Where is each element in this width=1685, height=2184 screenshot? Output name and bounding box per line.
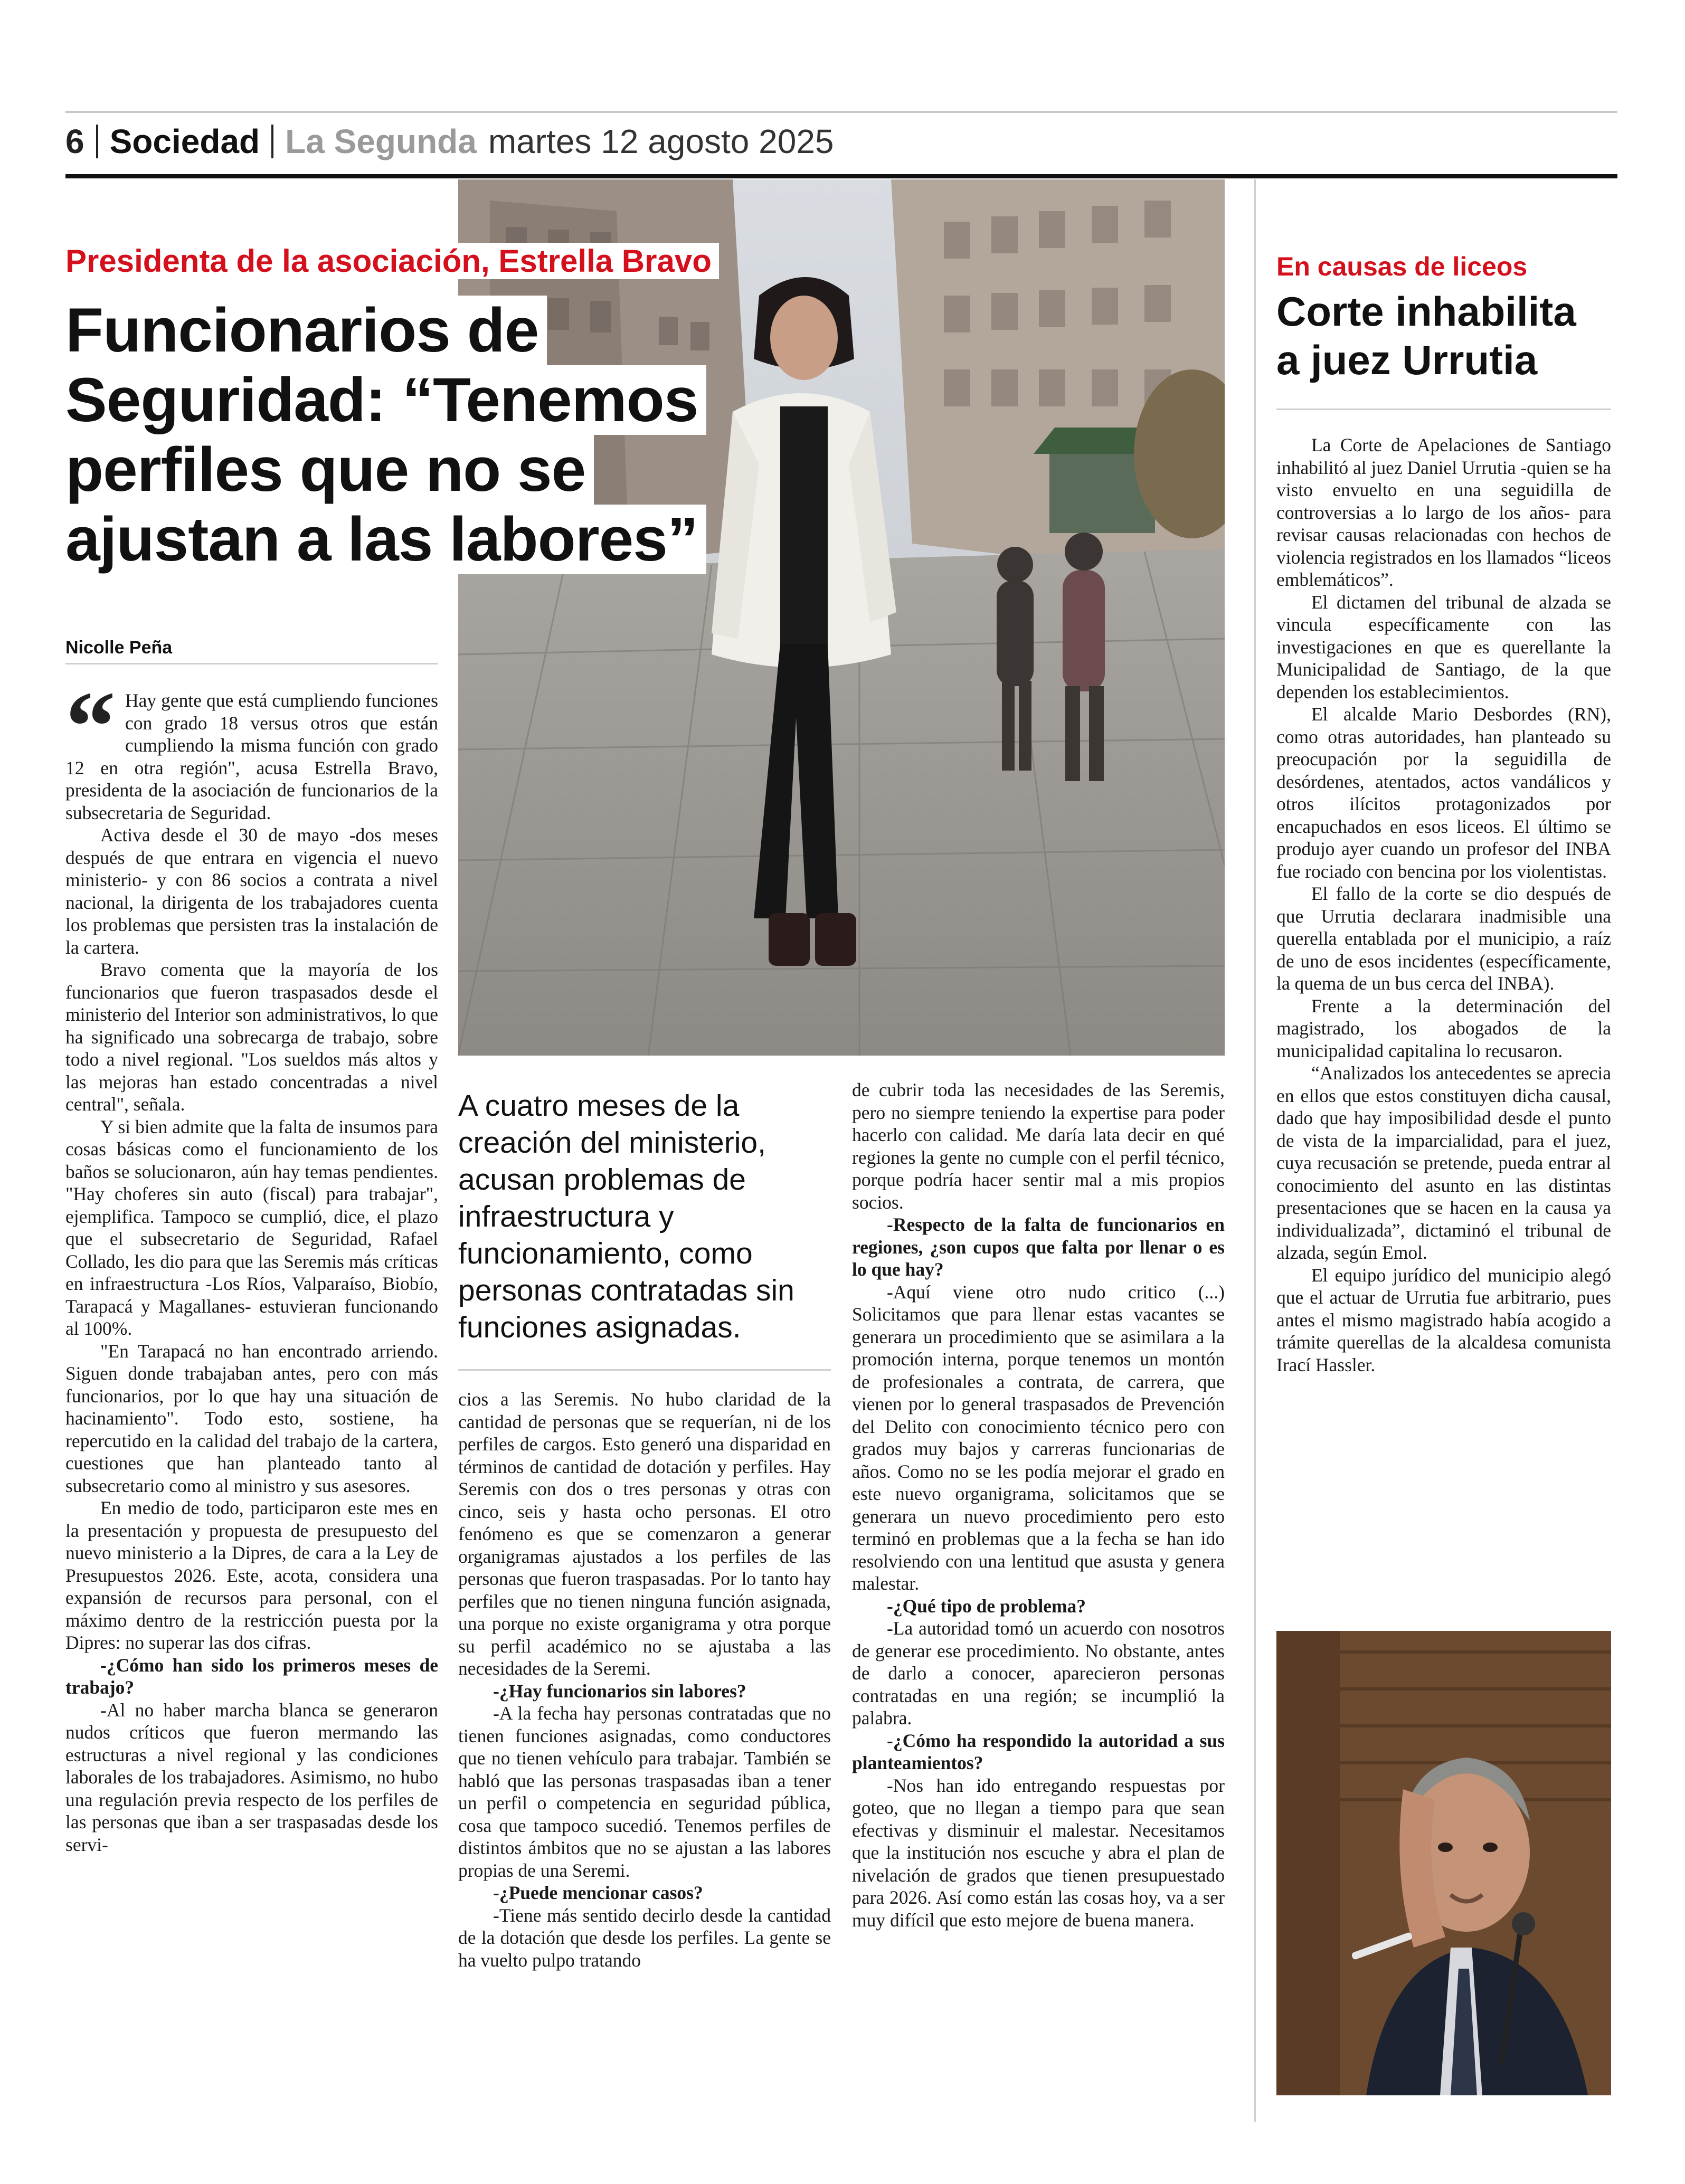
paragraph: -Tiene más sentido decirlo desde la cantidad de la dotación que desde los perfiles. La gente se ha vuelto pulpo tratando — [458, 1904, 831, 1971]
issue-date: martes 12 agosto 2025 — [488, 122, 834, 160]
deck-rule — [458, 1369, 831, 1371]
paragraph: Bravo comenta que la mayoría de los funcionarios que fueron traspasados desde el ministerio del Interior son administrativos, lo que ha significado una sobrecarga de trabajo, sobre todo a nivel regional. "Los sueldos más altos y las mejoras han estado concentradas a nivel central", señala. — [65, 959, 438, 1115]
interview-question: -Respecto de la falta de funcionarios en regiones, ¿son cupos que falta por llenar o es lo que hay? — [852, 1214, 1225, 1280]
paragraph: El equipo jurídico del municipio alegó que el actuar de Urrutia fue arbitrario, pues antes el mismo magistrado había acogido a trámite querellas de la alcaldesa comunista Irací Hassler. — [1276, 1264, 1611, 1375]
side-headline-line: a juez Urrutia — [1276, 337, 1538, 383]
headline-line: Seguridad: “Tenemos — [65, 365, 706, 435]
side-headline — [1276, 287, 1620, 384]
header-divider — [271, 125, 273, 158]
headline-line: perfiles que no se — [65, 435, 594, 505]
column-divider — [1254, 179, 1256, 2122]
interview-question: -¿Cómo han sido los primeros meses de trabajo? — [65, 1654, 438, 1698]
paragraph: “Analizados los antecedentes se aprecia en ellos que estos constituyen dicha causal, dado que hay imposibilidad desde el punto de vista de la imparcialidad, para el juez, cuya recusación se pretende, pueda entrar al conocimiento del asunto en las distintas presentaciones que se hacen en la causa ya individualizada”, dictaminó el tribunal de alzada, según Emol. — [1276, 1062, 1611, 1263]
paragraph: -La autoridad tomó un acuerdo con nosotros de generar ese procedimiento. No obstante, antes de darlo a conocer, aparecieron personas contratadas en una región; se incumplió la palabra. — [852, 1618, 1225, 1729]
paragraph: Activa desde el 30 de mayo -dos meses después de que entrara en vigencia el nuevo ministerio- y con 86 socios a contrata a nivel nacional, la dirigenta de los trabajadores cuenta los problemas que persisten tras la instalación de la cartera. — [65, 824, 438, 958]
side-kicker: En causas de liceos — [1276, 252, 1528, 281]
paragraph: -A la fecha hay personas contratadas que no tienen funciones asignadas, como conductores que no tienen vehículo para trabajar. También se habló que las personas traspasadas iban a tener un perfil o competencia en seguridad pública, cosa que tampoco sucedió. Tenemos perfiles de distintos ámbitos que no se ajustan a las labores propias de una Seremi. — [458, 1703, 831, 1881]
main-kicker: Presidenta de la asociación, Estrella Bravo — [65, 243, 719, 279]
page-header — [65, 120, 834, 163]
paragraph: El fallo de la corte se dio después de que Urrutia declarara inadmisible una querella entablada por el municipio, a raíz de uno de esos incidentes (específicamente, la quema de un bus cerca del INBA). — [1276, 883, 1611, 994]
interview-question: -¿Cómo ha respondido la autoridad a sus planteamientos? — [852, 1730, 1225, 1773]
body-column-3 — [852, 1079, 1225, 2116]
paragraph: El dictamen del tribunal de alzada se vincula específicamente con las investigaciones en que es querellante la Municipalidad de Santiago, de la que dependen los establecimientos. — [1276, 591, 1611, 702]
interview-question: -¿Puede mencionar casos? — [493, 1882, 703, 1903]
paragraph: "En Tarapacá no han encontrado arriendo. Siguen donde trabajaban antes, pero con más funcionarios, por lo que hay una situación de hacinamiento". Todo esto, sostiene, ha repercutido en la calidad del trabajo de la cartera, cuestiones que han planteado tanto al subsecretario como al ministro y sus asesores. — [65, 1340, 438, 1496]
lead-text: Hay gente que está cumpliendo funciones con grado 18 versus otros que están cumpliendo la misma función con grado 12 en otra región", acusa Estrella Bravo, presidenta de la asociación de funcionarios de la subsecretaria de Seguridad. — [65, 690, 438, 823]
section-name: Sociedad — [109, 122, 260, 160]
header-divider — [96, 125, 98, 158]
interview-question: -¿Qué tipo de problema? — [887, 1595, 1086, 1617]
paragraph: La Corte de Apelaciones de Santiago inhabilitó al juez Daniel Urrutia -quien se ha visto envuelto en una seguidilla de controversias a lo largo de los años- para revisar causas relacionadas con hechos de violencia registrados en los llamados “liceos emblemáticos”. — [1276, 434, 1611, 590]
side-headline-line: Corte inhabilita — [1276, 288, 1576, 335]
header-rule — [65, 174, 1617, 178]
paragraph: El alcalde Mario Desbordes (RN), como otras autoridades, han planteado su preocupación por la seguidilla de desórdenes, atentados, actos vandálicos y otros ilícitos protagonizados por encapuchados en esos liceos. El último se produjo ayer cuando un profesor del INBA fue rociado con bencina por los violentistas. — [1276, 704, 1611, 882]
article-deck: A cuatro meses de la creación del ministerio, acusan problemas de infraestructura y funcionamiento, como personas contratadas sin funciones asignadas. — [458, 1089, 794, 1344]
paragraph: -Nos han ido entregando respuestas por goteo, que no llegan a tiempo para que sean efectivas y disminuir el malestar. Necesitamos que la institución nos escuche y abra el plan de nivelación de grados que tienen presupuestado para 2026. Así como están las cosas hoy, va a ser muy difícil que esto mejore de buena manera. — [852, 1774, 1225, 1931]
interview-question: -¿Hay funcionarios sin labores? — [493, 1680, 746, 1702]
judge-photo — [1276, 1631, 1611, 2095]
byline-rule — [65, 663, 438, 664]
side-body — [1276, 434, 1611, 1595]
paragraph: En medio de todo, participaron este mes en la presentación y propuesta de presupuesto del nuevo ministerio a la Dipres, de cara a la Ley de Presupuestos 2026. Este, acota, considera una expansión de recursos para personal, con el máximo dentro de la restricción puesta por la Dipres: no superar las dos cifras. — [65, 1497, 438, 1653]
byline: Nicolle Peña — [65, 638, 173, 658]
paragraph: de cubrir toda las necesidades de las Seremis, pero no siempre teniendo la expertise para poder hacerlo con calidad. Me daría lata decir en qué regiones la gente no cumple con el perfil técnico, porque podría hacer sentir mal a mis propios socios. — [852, 1079, 1225, 1213]
headline-line: Funcionarios de — [65, 296, 547, 365]
side-rule — [1276, 409, 1611, 410]
headline-line: ajustan a las labores” — [65, 505, 706, 574]
page-number: 6 — [65, 122, 84, 160]
main-headline — [65, 296, 720, 574]
paragraph: cios a las Seremis. No hubo claridad de la cantidad de personas que se requerían, ni de los perfiles de cargos. Esto generó una disparidad en términos de cantidad de dotación y perfiles. Hay Seremis con dos o tres personas y otras con cinco, seis y hasta ocho personas. El otro fenómeno es que se comenzaron a generar organigramas ajustados a los perfiles de las personas que fueron traspasadas. Por lo tanto hay perfiles que no tienen ninguna función asignada, una porque no existe organigrama y otra porque su perfil académico no se ajustaba a las necesidades de la Seremi. — [458, 1389, 831, 1679]
lead-paragraph — [65, 689, 438, 824]
paragraph: -Aquí viene otro nudo critico (...) Solicitamos que para llenar estas vacantes se generara un procedimiento que se asimilara a la promoción interna, porque tenemos un montón de profesionales a contrata, de carrera, que vienen por lo general traspasados de Prevención del Delito con conocimiento técnico pero con grados muy bajos y carreras funcionarias de años. Como no se les podía mejorar el grado en este nuevo organigrama, solicitamos que se generara un nuevo procedimiento pero esto terminó en problemas que a la fecha se han ido resolviendo con una lentitud que asusta y genera malestar. — [852, 1281, 1225, 1594]
publication-name: La Segunda — [285, 122, 477, 160]
paragraph: Frente a la determinación del magistrado, los abogados de la municipalidad capitalina lo recusaron. — [1276, 995, 1611, 1061]
body-column-2 — [458, 1388, 831, 2116]
quote-mark-icon: “ — [65, 689, 116, 782]
paragraph: Y si bien admite que la falta de insumos para cosas básicas como el funcionamiento de los baños se solucionaron, aún hay temas pendientes. "Hay choferes sin auto (fiscal) para trabajar", ejemplifica. Tampoco se cumplió, dice, el plazo que el subsecretario de Seguridad, Rafael Collado, les dio para que las Seremis más críticas en infraestructura -Los Ríos, Valparaíso, Biobío, Tarapacá y Magallanes- estuvieran funcionando al 100%. — [65, 1116, 438, 1339]
top-rule — [65, 111, 1617, 113]
paragraph: -Al no haber marcha blanca se generaron nudos críticos que fueron mermando las estructuras a nivel regional y las condiciones laborales de los trabajadores. Asimismo, no hubo una regulación previa respecto de los perfiles de las personas que iban a ser traspasadas desde los servi- — [65, 1699, 438, 1855]
body-column-1 — [65, 689, 438, 2114]
